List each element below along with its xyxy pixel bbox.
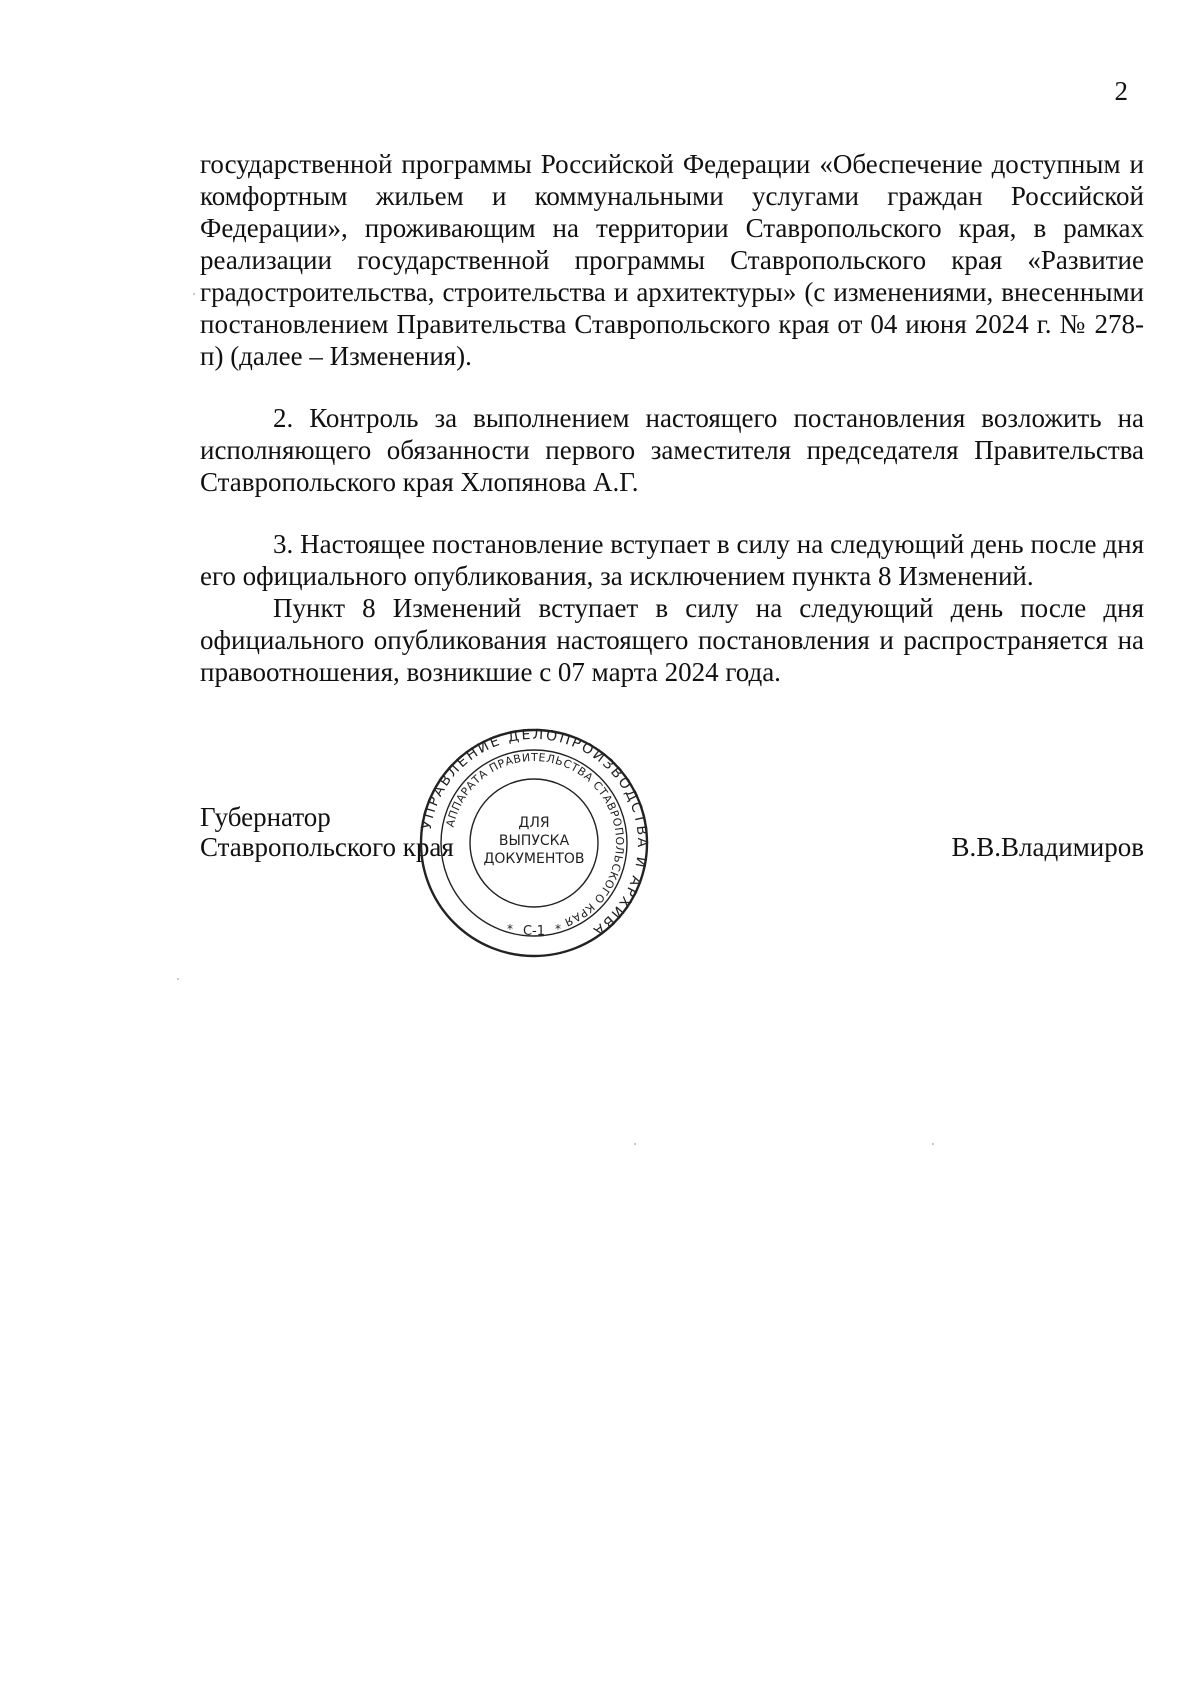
paragraph-item-2: 2. Контроль за выполнением настоящего постановления возложить на исполняющего обязанности первого заместителя председателя Правительства Ставропольского края Хлопянова А.Г. — [200, 403, 1144, 497]
signatory-title-line1: Губернатор — [200, 802, 331, 832]
page-number: 2 — [1114, 76, 1128, 106]
seal-center-line2: ВЫПУСКА — [498, 833, 570, 849]
official-seal-stamp — [418, 727, 650, 959]
seal-outer-text: УПРАВЛЕНИЕ ДЕЛОПРОИЗВОДСТВА И АРХИВА — [418, 727, 650, 940]
scan-speck — [932, 1143, 934, 1145]
document-body — [200, 148, 1144, 688]
seal-inner-text: АППАРАТА ПРАВИТЕЛЬСТВА СТАВРОПОЛЬСКОГО КРАЯ — [443, 750, 627, 929]
signature-block — [200, 802, 1144, 866]
seal-star-left: * — [507, 922, 513, 936]
seal-center-line3: ДОКУМЕНТОВ — [483, 851, 585, 867]
scan-speck — [177, 978, 179, 980]
scan-speck — [193, 293, 195, 295]
seal-code: С-1 — [522, 924, 546, 939]
scan-speck — [634, 1143, 636, 1145]
paragraph-item-3: 3. Настоящее постановление вступает в силу на следующий день после дня его официального опубликования, за исключением пункта 8 Изменений. — [200, 529, 1144, 591]
signatory-title — [200, 802, 454, 862]
signatory-title-line2: Ставропольского края — [200, 832, 454, 862]
paragraph-point-8: Пункт 8 Изменений вступает в силу на следующий день после дня официального опубликования настоящего постановления и распространяется на правоотношения, возникшие с 07 марта 2024 года. — [200, 593, 1144, 687]
signatory-name: В.В.Владимиров — [951, 832, 1144, 862]
seal-center-line1: ДЛЯ — [518, 815, 550, 831]
paragraph-continuation: государственной программы Российской Федерации «Обеспечение доступным и комфортным жильем и коммунальными услугами граждан Российской Федерации», проживающим на территории Ставропольского края, в рамках реализации государственной программы Ставропольского края «Развитие градостроительства, строительства и архитектуры» (с изменениями, внесенными постановлением Правительства Ставропольского края от 04 июня 2024 г. № 278-п) (далее – Изменения). — [200, 149, 1144, 371]
seal-star-right: * — [555, 922, 561, 936]
